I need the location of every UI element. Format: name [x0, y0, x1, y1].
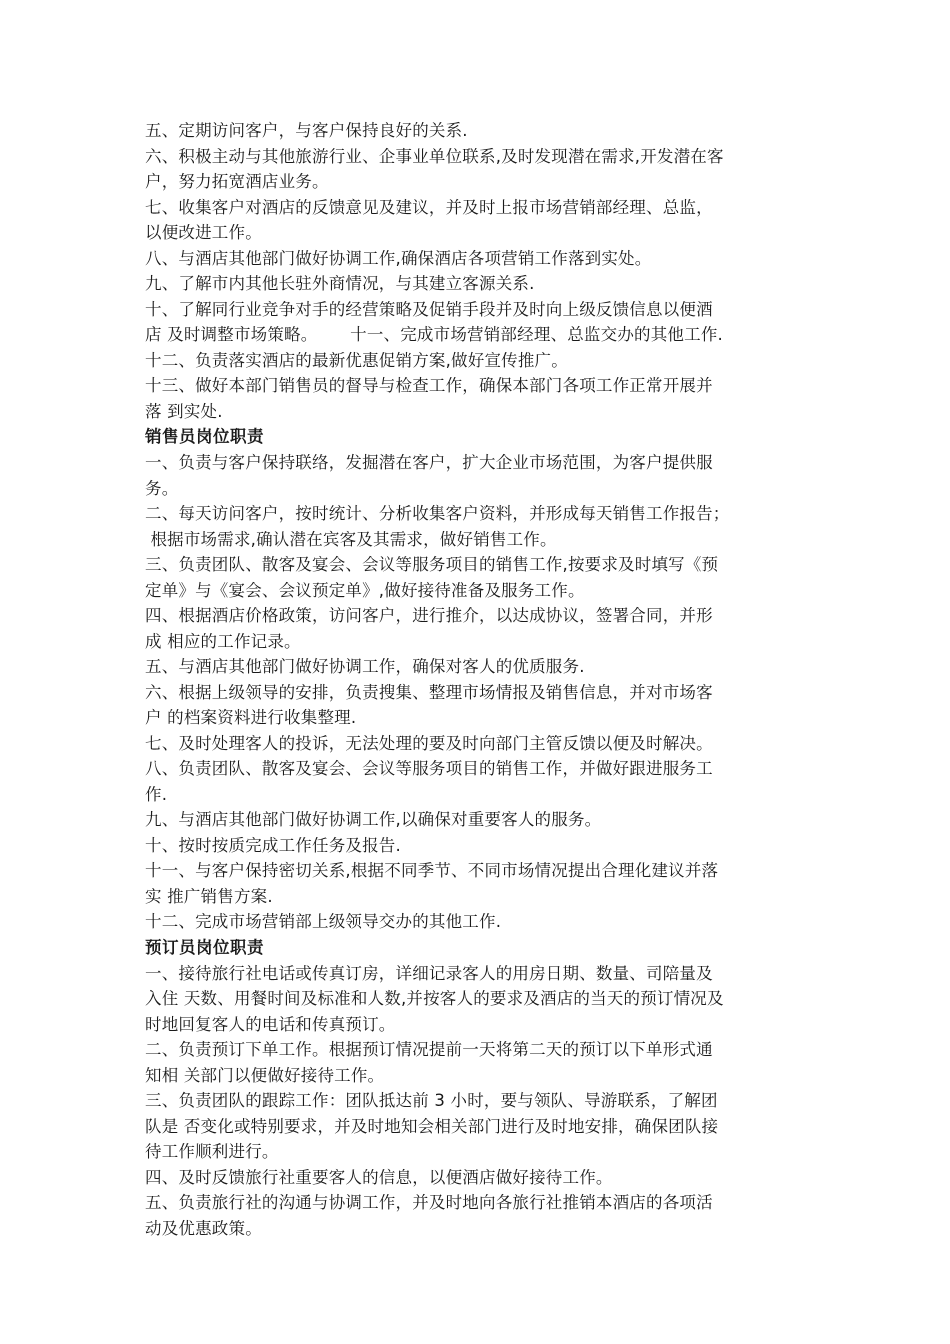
paragraph-line: 八、与酒店其他部门做好协调工作,确保酒店各项营销工作落到实处。 [145, 248, 652, 268]
paragraph-line: 七、收集客户对酒店的反馈意见及建议，并及时上报市场营销部经理、总监， [145, 197, 713, 217]
paragraph-line: 四、根据酒店价格政策，访问客户，进行推介，以达成协议，签署合同，并形 [145, 606, 713, 625]
paragraph-line: 知相 关部门以便做好接待工作。 [145, 1065, 385, 1085]
paragraph-line: 三、负责团队、散客及宴会、会议等服务项目的销售工作,按要求及时填写《预 [145, 555, 719, 574]
paragraph-line: 以便改进工作。 [145, 223, 262, 242]
paragraph-line: 五、定期访问客户，与客户保持良好的关系. [145, 121, 468, 140]
paragraph-line: 户，努力拓宽酒店业务。 [145, 172, 329, 191]
paragraph-line: 根据市场需求,确认潜在宾客及其需求，做好销售工作。 [145, 529, 557, 549]
section-reservation-clerk-duties [145, 935, 813, 1242]
paragraph-line: 落 到实处. [145, 401, 223, 421]
paragraph-line: 二、负责预订下单工作。根据预订情况提前一天将第二天的预订以下单形式通 [145, 1040, 713, 1059]
document-page [145, 118, 813, 1241]
paragraph-line: 十一、与客户保持密切关系,根据不同季节、不同市场情况提出合理化建议并落 [145, 861, 719, 880]
paragraph-line: 一、负责与客户保持联络，发掘潜在客户，扩大企业市场范围，为客户提供服 [145, 453, 713, 472]
section-intro [145, 118, 813, 424]
paragraph-line: 四、及时反馈旅行社重要客人的信息，以便酒店做好接待工作。 [145, 1167, 613, 1187]
paragraph-line: 一、接待旅行社电话或传真订房，详细记录客人的用房日期、数量、司陪量及 [145, 963, 713, 983]
paragraph-line: 入住 天数、用餐时间及标准和人数,并按客人的要求及酒店的当天的预订情况及 [145, 989, 724, 1008]
paragraph-line: 十二、负责落实酒店的最新优惠促销方案,做好宣传推广。 [145, 350, 568, 370]
paragraph-line: 二、每天访问客户，按时统计、分析收集客户资料，并形成每天销售工作报告； [145, 504, 730, 523]
paragraph-line: 五、负责旅行社的沟通与协调工作，并及时地向各旅行社推销本酒店的各项活 [145, 1193, 713, 1212]
paragraph-line: 九、与酒店其他部门做好协调工作,以确保对重要客人的服务。 [145, 810, 602, 829]
paragraph-line: 九、了解市内其他长驻外商情况，与其建立客源关系. [145, 274, 535, 293]
paragraph-line: 十、按时按质完成工作任务及报告. [145, 835, 401, 855]
paragraph-line: 店 及时调整市场策略。 十一、完成市场营销部经理、总监交办的其他工作. [145, 325, 723, 344]
paragraph-line: 七、及时处理客人的投诉，无法处理的要及时向部门主管反馈以便及时解决。 [145, 733, 713, 753]
paragraph-line: 八、负责团队、散客及宴会、会议等服务项目的销售工作，并做好跟进服务工 [145, 759, 713, 778]
section-salesperson-duties [145, 424, 813, 935]
paragraph-line: 成 相应的工作记录。 [145, 631, 301, 651]
paragraph-line: 实 推广销售方案. [145, 886, 273, 906]
paragraph-line: 作. [145, 784, 168, 804]
paragraph-line: 六、根据上级领导的安排，负责搜集、整理市场情报及销售信息，并对市场客 [145, 682, 713, 702]
paragraph-line: 队是 否变化或特别要求，并及时地知会相关部门进行及时地安排，确保团队接 [145, 1116, 719, 1136]
paragraph-line: 六、积极主动与其他旅游行业、企事业单位联系,及时发现潜在需求,开发潜在客 [145, 146, 724, 166]
paragraph-line: 户 的档案资料进行收集整理. [145, 708, 357, 727]
paragraph-line: 十三、做好本部门销售员的督导与检查工作，确保本部门各项工作正常开展并 [145, 376, 713, 395]
paragraph-line: 十二、完成市场营销部上级领导交办的其他工作. [145, 912, 502, 931]
paragraph-line: 定单》与《宴会、会议预定单》,做好接待准备及服务工作。 [145, 580, 585, 600]
paragraph-line: 待工作顺利进行。 [145, 1142, 279, 1161]
section-heading: 销售员岗位职责 [145, 427, 264, 446]
paragraph-line: 三、负责团队的跟踪工作：团队抵达前 3 小时，要与领队、导游联系，了解团 [145, 1091, 718, 1110]
section-heading: 预订员岗位职责 [145, 937, 264, 957]
paragraph-line: 十、了解同行业竞争对手的经营策略及促销手段并及时向上级反馈信息以便酒 [145, 299, 713, 319]
paragraph-line: 五、与酒店其他部门做好协调工作，确保对客人的优质服务. [145, 657, 585, 676]
paragraph-line: 时地回复客人的电话和传真预订。 [145, 1014, 396, 1034]
paragraph-line: 务。 [145, 478, 179, 498]
paragraph-line: 动及优惠政策。 [145, 1218, 262, 1238]
